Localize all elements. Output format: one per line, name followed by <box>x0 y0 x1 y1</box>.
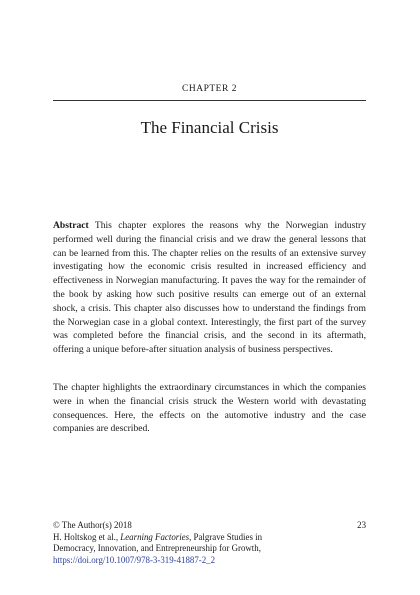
chapter-title: The Financial Crisis <box>140 118 279 137</box>
citation-suffix: , Palgrave Studies in <box>189 531 263 542</box>
book-title: Learning Factories <box>120 531 190 542</box>
abstract-text: This chapter explores the reasons why the Norwegian industry performed well during the financial crisis and we draw the general lessons that can be learned from this. The chapter relies on the results of an extensive survey investigating how the economic crisis resulted in increased efficiency and effectiveness in Norwegian manufacturing. It paves the way for the remainder of the book by asking how such positive results can emerge out of an external shock, a crisis. This chapter also discusses how to understand the findings from the Norwegian case in a global context. Interestingly, the first part of the survey was completed before the financial crisis, and the second in its aftermath, offering a unique before-after situation analysis of business perspectives. <box>53 220 366 356</box>
abstract-paragraph <box>53 219 366 357</box>
chapter-divider <box>53 100 366 101</box>
citation-authors: H. Holtskog et al., <box>53 531 119 542</box>
citation-footer <box>53 520 366 566</box>
series-line: Democracy, Innovation, and Entrepreneurship for Growth, <box>53 543 261 554</box>
page-number: 23 <box>357 520 366 530</box>
abstract-label: Abstract <box>53 220 89 231</box>
body-paragraph: The chapter highlights the extraordinary circumstances in which the companies were in when the financial crisis struck the Western world with devastating consequences. Here, the effects on the automotive industry and the case companies are described. <box>53 382 366 435</box>
citation-line <box>53 532 366 544</box>
copyright-notice: © The Author(s) 2018 <box>53 520 132 530</box>
chapter-label: CHAPTER 2 <box>182 84 237 94</box>
doi-link[interactable]: https://doi.org/10.1007/978-3-319-41887-2_2 <box>53 554 216 565</box>
